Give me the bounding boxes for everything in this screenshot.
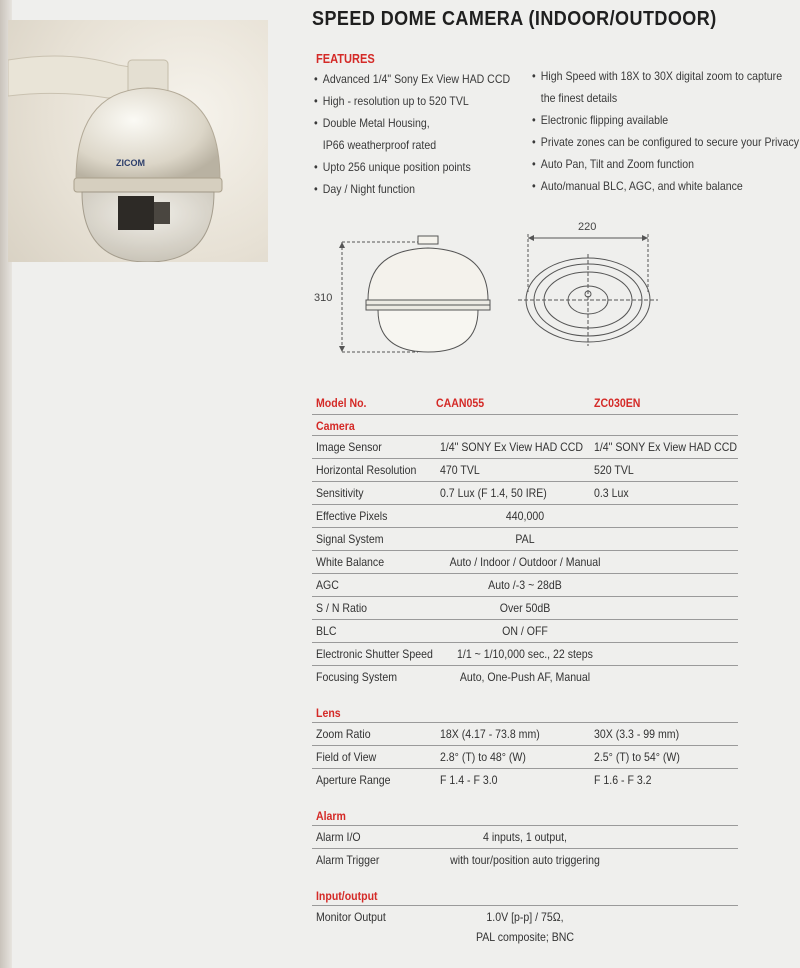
section-heading-camera: Camera	[312, 415, 738, 436]
page-title: SPEED DOME CAMERA (INDOOR/OUTDOOR)	[312, 8, 717, 30]
table-row: Field of View 2.8° (T) to 48° (W) 2.5° (T) to 54° (W)	[312, 746, 738, 769]
table-row: Alarm Trigger with tour/position auto triggering	[316, 853, 600, 867]
feature-item: • Upto 256 unique position points	[314, 160, 471, 174]
features-heading: FEATURES	[316, 51, 375, 66]
feature-item: • Advanced 1/4" Sony Ex View HAD CCD	[314, 72, 511, 86]
table-row: Image Sensor 1/4" SONY Ex View HAD CCD 1/4" SONY Ex View HAD CCD	[312, 436, 738, 459]
table-row: S / N Ratio Over 50dB	[312, 597, 738, 620]
table-row: Effective Pixels 440,000	[312, 505, 738, 528]
feature-item: • Double Metal Housing,	[314, 116, 430, 130]
feature-item: • High - resolution up to 520 TVL	[314, 94, 469, 108]
table-header-row	[312, 392, 738, 415]
product-photo	[8, 20, 268, 262]
feature-item-continued: the finest details	[540, 91, 618, 105]
features-list-left	[314, 68, 537, 200]
table-row: Sensitivity 0.7 Lux (F 1.4, 50 IRE) 0.3 Lux	[312, 482, 738, 505]
model-2: ZC030EN	[594, 396, 641, 410]
section-heading-io: Input/output	[312, 885, 738, 906]
feature-item-continued: IP66 weatherproof rated	[322, 138, 437, 152]
table-row: Alarm I/O 4 inputs, 1 output,	[312, 826, 738, 849]
dimension-drawing	[300, 220, 680, 360]
table-row: Electronic Shutter Speed 1/1 ~ 1/10,000 sec., 22 steps	[312, 643, 738, 666]
feature-item: • Electronic flipping available	[532, 113, 669, 127]
dimension-height: 310	[314, 292, 333, 304]
feature-item: • Auto/manual BLC, AGC, and white balance	[532, 179, 743, 193]
table-row: Horizontal Resolution 470 TVL 520 TVL	[312, 459, 738, 482]
section-heading-alarm: Alarm	[312, 805, 738, 826]
dimension-width: 220	[578, 221, 597, 233]
table-row: White Balance Auto / Indoor / Outdoor / Manual	[312, 551, 738, 574]
table-row: BLC ON / OFF	[312, 620, 738, 643]
table-row: AGC Auto /-3 ~ 28dB	[312, 574, 738, 597]
table-row: Signal System PAL	[312, 528, 738, 551]
feature-item: • Private zones can be configured to secure your Privacy	[532, 135, 800, 149]
table-row: Aperture Range F 1.4 - F 3.0 F 1.6 - F 3.2	[316, 773, 652, 787]
table-row: Monitor Output 1.0V [p-p] / 75Ω, PAL composite; BNC	[316, 910, 575, 944]
section-heading-lens: Lens	[312, 702, 738, 723]
brand-logo: ZICOM	[116, 158, 145, 168]
feature-item: • Auto Pan, Tilt and Zoom function	[532, 157, 695, 171]
model-1: CAAN055	[436, 396, 485, 410]
table-row: Focusing System Auto, One-Push AF, Manual	[316, 670, 591, 684]
spec-table	[312, 392, 738, 946]
feature-item: • High Speed with 18X to 30X digital zoom to capture	[532, 69, 783, 83]
feature-item: • Day / Night function	[314, 182, 415, 196]
features-list-right	[532, 65, 800, 197]
table-row: Zoom Ratio 18X (4.17 - 73.8 mm) 30X (3.3 - 99 mm)	[312, 723, 738, 746]
model-label: Model No.	[316, 396, 367, 410]
